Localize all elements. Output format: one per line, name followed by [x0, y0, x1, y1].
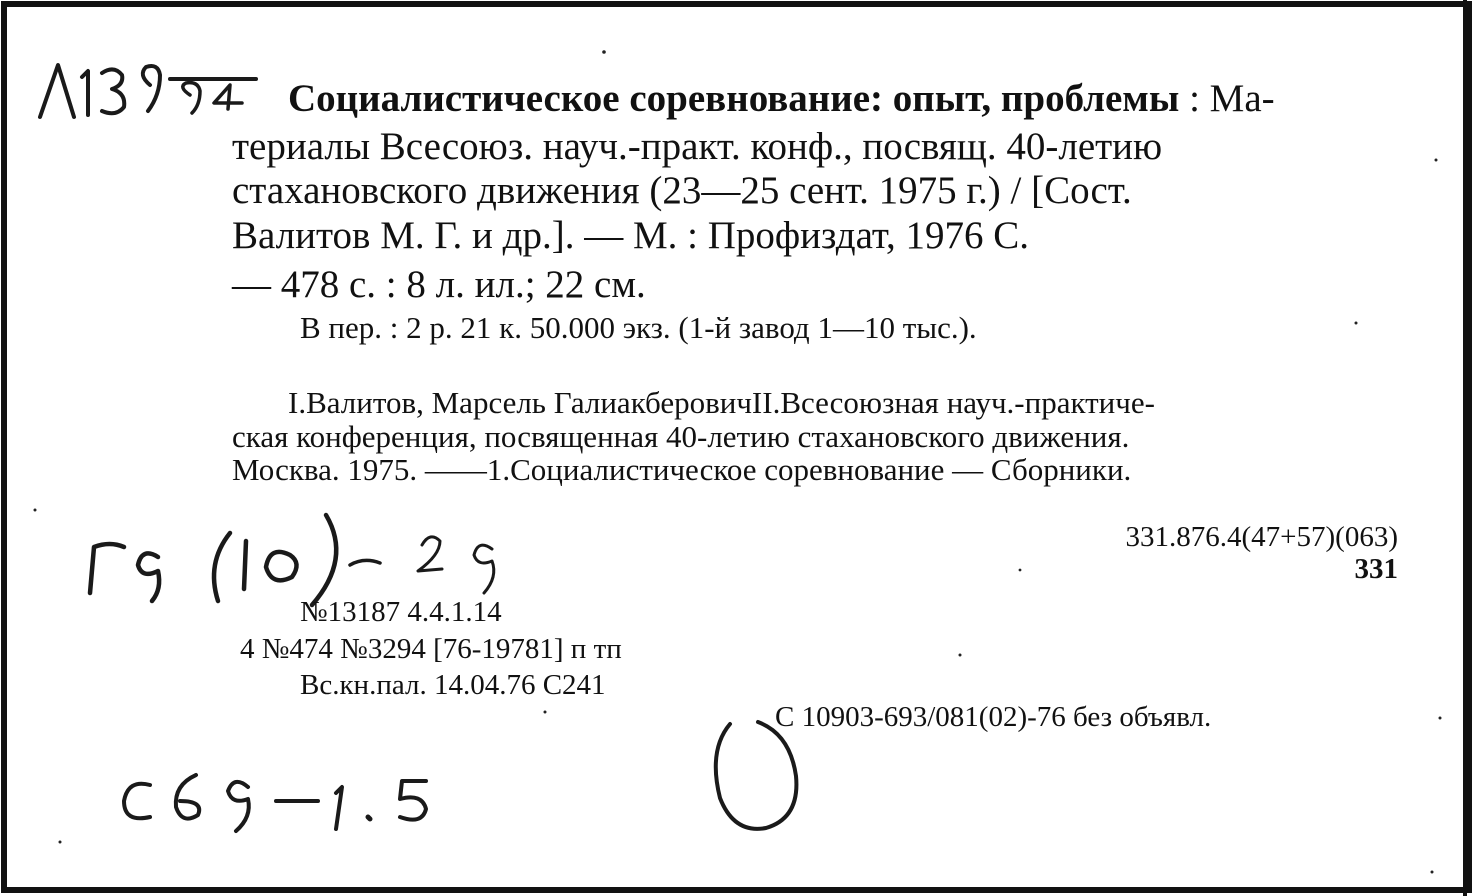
title-bold: Социалистическое соревнование: опыт, проблемы: [288, 77, 1180, 120]
bbk-code: 331: [1354, 553, 1398, 585]
udc-code: 331.876.4(47+57)(063): [1125, 521, 1398, 553]
number-line-2: 4 №474 №3294 [76-19781] п тп: [240, 633, 622, 665]
number-line-3: Вс.кн.пал. 14.04.76 С241: [300, 669, 606, 701]
body-line-2: стахановского движения (23—25 сент. 1975 г.) / [Сост.: [232, 169, 1132, 212]
tracing-line-3: Москва. 1975. ——1.Социалистическое соревнование — Сборники.: [232, 452, 1132, 487]
title-continuation: : Ма-: [1179, 77, 1275, 120]
body-line-3: Валитов М. Г. и др.]. — М. : Профиздат, 1976 С.: [232, 214, 1030, 257]
body-line-1: териалы Всесоюз. науч.-практ. конф., посвящ. 40-летию: [232, 125, 1163, 168]
price-code: С 10903-693/081(02)-76 без объявл.: [775, 701, 1212, 733]
number-line-1: №13187 4.4.1.14: [300, 596, 502, 628]
price-line: В пер. : 2 р. 21 к. 50.000 экз. (1-й завод 1—10 тыс.).: [300, 310, 977, 345]
tracing-line-2: ская конференция, посвященная 40-летию стахановского движения.: [232, 419, 1130, 454]
body-line-4: — 478 с. : 8 л. ил.; 22 см.: [232, 263, 646, 306]
tracing-line-1: I.Валитов, Марсель ГалиакберовичII.Всесоюзная науч.-практиче-: [288, 385, 1155, 420]
